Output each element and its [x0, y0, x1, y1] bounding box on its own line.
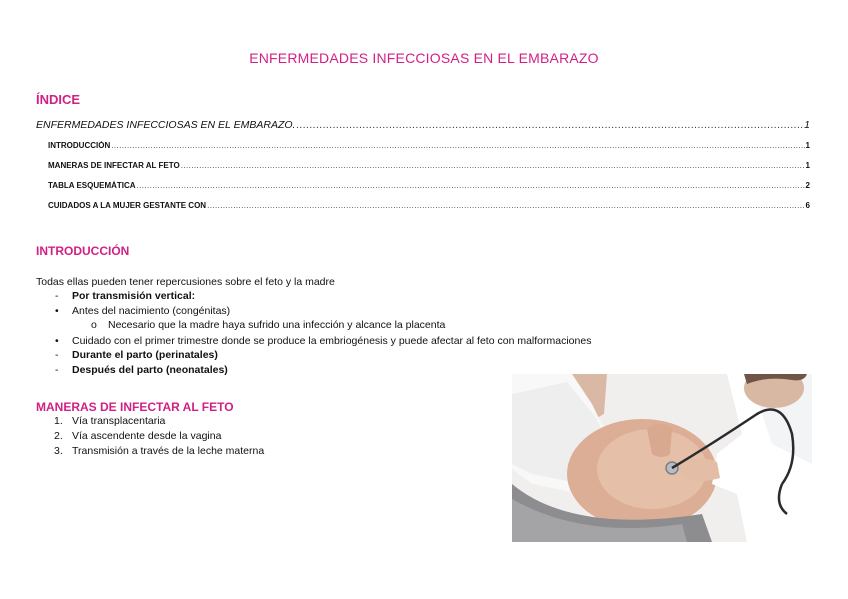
list-marker: 3. — [54, 445, 63, 457]
toc-label: TABLA ESQUEMÁTICA — [48, 181, 136, 190]
list-item: Transmisión a través de la leche materna — [72, 445, 265, 457]
list-marker: 1. — [54, 415, 63, 427]
list-marker: - — [55, 290, 59, 302]
maneras-heading: MANERAS DE INFECTAR AL FETO — [36, 400, 234, 414]
introduccion-paragraph: Todas ellas pueden tener repercusiones sobre el feto y la madre — [36, 276, 335, 288]
introduccion-heading: INTRODUCCIÓN — [36, 244, 130, 258]
toc-entry-tabla[interactable] — [48, 181, 810, 190]
document-title: ENFERMEDADES INFECCIOSAS EN EL EMBARAZO — [249, 50, 599, 66]
toc-page: 1 — [804, 119, 810, 131]
toc-label: CUIDADOS A LA MUJER GESTANTE CON — [48, 201, 207, 210]
pregnant-woman-doctor-stethoscope-icon — [512, 374, 812, 542]
toc-label: MANERAS DE INFECTAR AL FETO — [48, 161, 180, 170]
list-item: Después del parto (neonatales) — [72, 364, 228, 376]
list-item: Cuidado con el primer trimestre donde se produce la embriogénesis y puede afectar al feto con malformaciones — [72, 335, 592, 347]
toc-leader — [207, 201, 804, 210]
list-marker: o — [91, 319, 97, 331]
list-marker: • — [55, 305, 59, 317]
toc-leader — [296, 119, 803, 131]
toc-label: ENFERMEDADES INFECCIOSAS EN EL EMBARAZO. — [36, 119, 296, 131]
list-marker: • — [55, 335, 59, 347]
list-marker: 2. — [54, 430, 63, 442]
toc-entry-main[interactable] — [36, 119, 810, 131]
toc-page: 6 — [805, 201, 810, 210]
list-marker: - — [55, 364, 59, 376]
pregnancy-checkup-photo — [512, 374, 812, 542]
toc-leader — [181, 161, 805, 170]
toc-entry-cuidados[interactable] — [48, 201, 810, 210]
toc-entry-maneras[interactable] — [48, 161, 810, 170]
toc-page: 1 — [805, 141, 810, 150]
toc-entry-introduccion[interactable] — [48, 141, 810, 150]
list-item: Necesario que la madre haya sufrido una infección y alcance la placenta — [108, 319, 446, 331]
toc-label: INTRODUCCIÓN — [48, 141, 111, 150]
toc-leader — [111, 141, 804, 150]
list-item: Vía ascendente desde la vagina — [72, 430, 222, 442]
list-item: Durante el parto (perinatales) — [72, 349, 218, 361]
toc-leader — [137, 181, 805, 190]
list-marker: - — [55, 349, 59, 361]
index-heading: ÍNDICE — [36, 92, 81, 107]
list-item: Vía transplacentaria — [72, 415, 166, 427]
list-item: Por transmisión vertical: — [72, 290, 196, 302]
toc-page: 2 — [805, 181, 810, 190]
toc-page: 1 — [805, 161, 810, 170]
list-item: Antes del nacimiento (congénitas) — [72, 305, 231, 317]
